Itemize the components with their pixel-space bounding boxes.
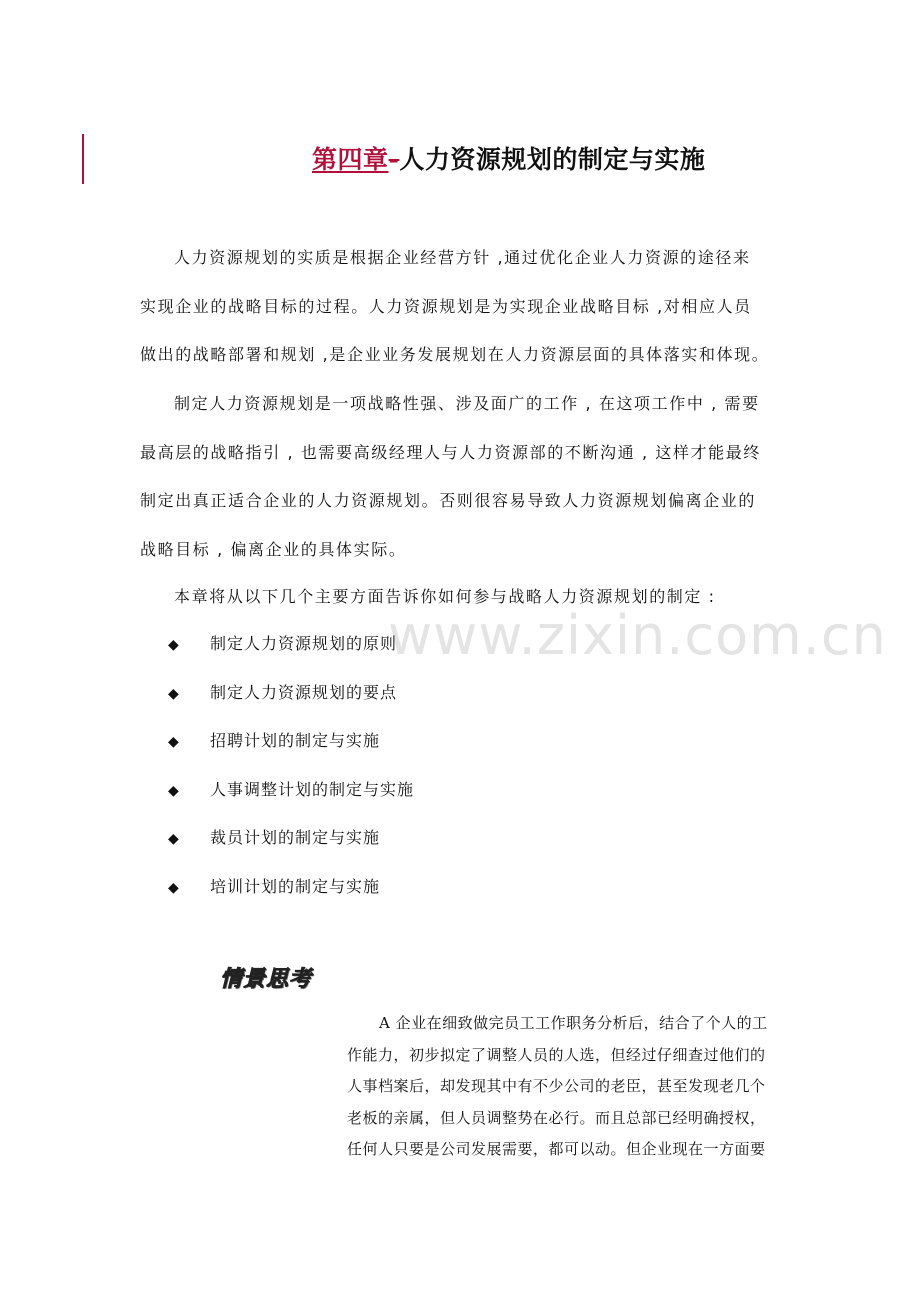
text-line: 做出的战略部署和规划 ,是企业业务发展规划在人力资源层面的具体落实和体现。 bbox=[140, 345, 770, 364]
chapter-number: 第四章 bbox=[312, 145, 389, 174]
intro-paragraph-2 bbox=[140, 380, 790, 574]
list-item-label: 招聘计划的制定与实施 bbox=[210, 731, 381, 750]
text-line: 老板的亲属，但人员调整势在必行。而且总部已经明确授权， bbox=[347, 1108, 766, 1127]
watermark: www.zixin.com.cn bbox=[388, 604, 887, 667]
diamond-bullet-icon: ◆ bbox=[168, 637, 180, 653]
chapter-title bbox=[312, 140, 705, 176]
list-item-label: 制定人力资源规划的原则 bbox=[210, 634, 398, 653]
text-line: 任何人只要是公司发展需要，都可以动。但企业现在一方面要 bbox=[347, 1140, 766, 1158]
text-line: 最高层的战略指引 , 也需要高级经理人与人力资源部的不断沟通 , 这样才能最终 bbox=[140, 442, 761, 462]
list-item-label: 裁员计划的制定与实施 bbox=[210, 828, 381, 847]
list-item-label: 人事调整计划的制定与实施 bbox=[210, 779, 415, 799]
chapter-topics-list bbox=[168, 620, 668, 911]
diamond-bullet-icon: ◆ bbox=[168, 782, 180, 799]
list-item bbox=[168, 717, 668, 766]
diamond-bullet-icon: ◆ bbox=[168, 734, 180, 750]
text-line: 制定人力资源规划是一项战略性强、涉及面广的工作 , 在这项工作中 , 需要 bbox=[174, 394, 760, 413]
list-item bbox=[168, 669, 668, 718]
scenario-text bbox=[347, 1008, 792, 1166]
intro-paragraph-3 bbox=[140, 573, 790, 622]
list-item bbox=[168, 863, 668, 912]
text-line: 作能力，初步拟定了调整人员的人选，但经过仔细查过他们的 bbox=[347, 1045, 766, 1064]
diamond-bullet-icon: ◆ bbox=[168, 685, 180, 702]
scenario-heading: 情景思考 bbox=[220, 967, 313, 992]
text-line: 本章将从以下几个主要方面告诉你如何参与战略人力资源规划的制定 : bbox=[174, 587, 716, 606]
text-line: 实现企业的战略目标的过程。人力资源规划是为实现企业战略目标 ,对相应人员 bbox=[140, 296, 752, 316]
list-item-label: 制定人力资源规划的要点 bbox=[210, 682, 398, 702]
chapter-title-text: 人力资源规划的制定与实施 bbox=[399, 145, 706, 174]
list-item bbox=[168, 766, 668, 815]
diamond-bullet-icon: ◆ bbox=[168, 831, 180, 847]
intro-paragraph-1 bbox=[140, 234, 790, 380]
list-item bbox=[168, 620, 668, 669]
text-line: 人事档案后，却发现其中有不少公司的老臣，甚至发现老几个 bbox=[347, 1077, 766, 1095]
title-separator: - bbox=[388, 145, 400, 174]
text-line: 人力资源规划的实质是根据企业经营方针 ,通过优化企业人力资源的途径来 bbox=[174, 248, 751, 267]
diamond-bullet-icon: ◆ bbox=[168, 879, 180, 896]
text-line: 战略目标 , 偏离企业的具体实际。 bbox=[140, 539, 407, 559]
list-item-label: 培训计划的制定与实施 bbox=[210, 876, 381, 896]
title-accent-bar bbox=[82, 134, 84, 184]
list-item bbox=[168, 814, 668, 863]
text-line: 制定出真正适合企业的人力资源规划。否则很容易导致人力资源规划偏离企业的 bbox=[140, 491, 757, 510]
text-line: A 企业在细致做完员工工作职务分析后，结合了个人的工 bbox=[379, 1014, 768, 1032]
